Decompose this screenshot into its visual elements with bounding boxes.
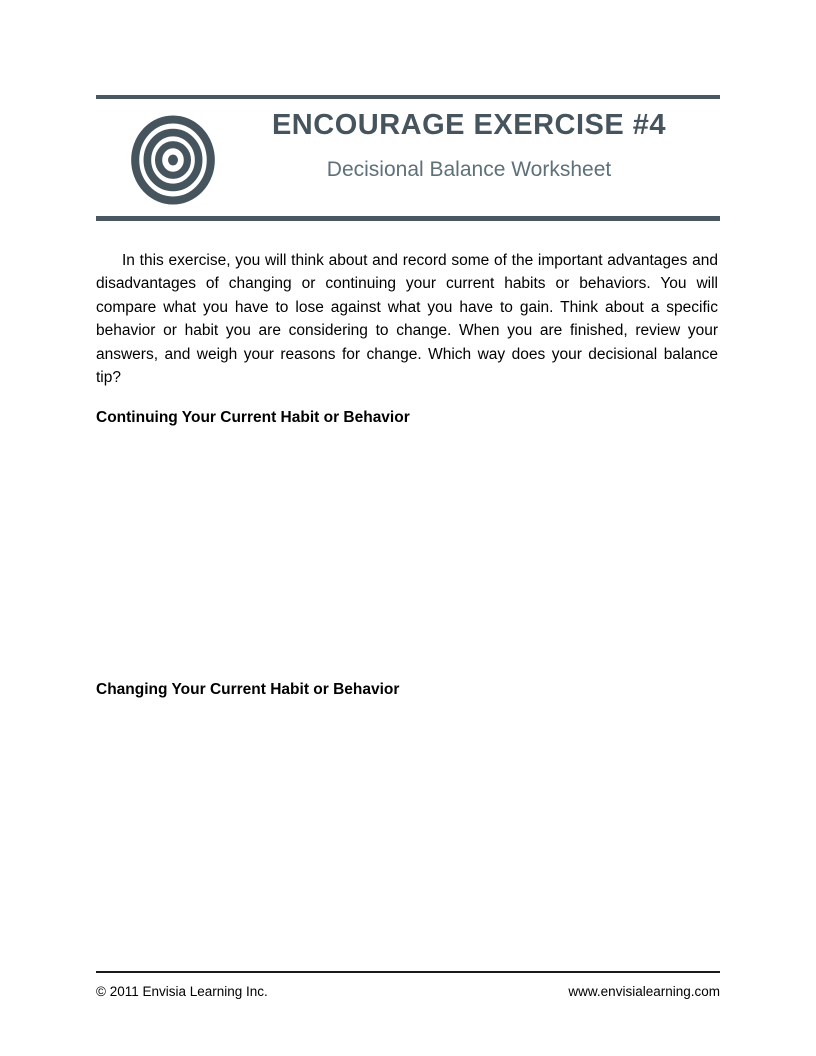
footer-website: www.envisialearning.com: [568, 984, 720, 999]
header-bottom-rule: [96, 216, 720, 221]
page-title: ENCOURAGE EXERCISE #4: [271, 109, 667, 141]
section-heading-continuing: Continuing Your Current Habit or Behavior: [96, 409, 410, 426]
footer: [96, 984, 720, 999]
footer-copyright: © 2011 Envisia Learning Inc.: [96, 984, 268, 999]
footer-rule: [96, 971, 720, 973]
section-heading-changing: Changing Your Current Habit or Behavior: [96, 681, 400, 698]
bullseye-target-icon: [128, 113, 218, 207]
header-top-rule: [96, 95, 720, 99]
header-text-block: [218, 108, 720, 182]
intro-paragraph: In this exercise, you will think about and record some of the important advantages and disadvantages of changing or continuing your current habits or behaviors. You will compare what you have to lose against what you have to gain. Think about a specific behavior or habit you are considering to change. When you are finished, review your answers, and weigh your reasons for change. Which way does your decisional balance tip?: [96, 251, 718, 386]
page-subtitle: Decisional Balance Worksheet: [326, 158, 612, 181]
